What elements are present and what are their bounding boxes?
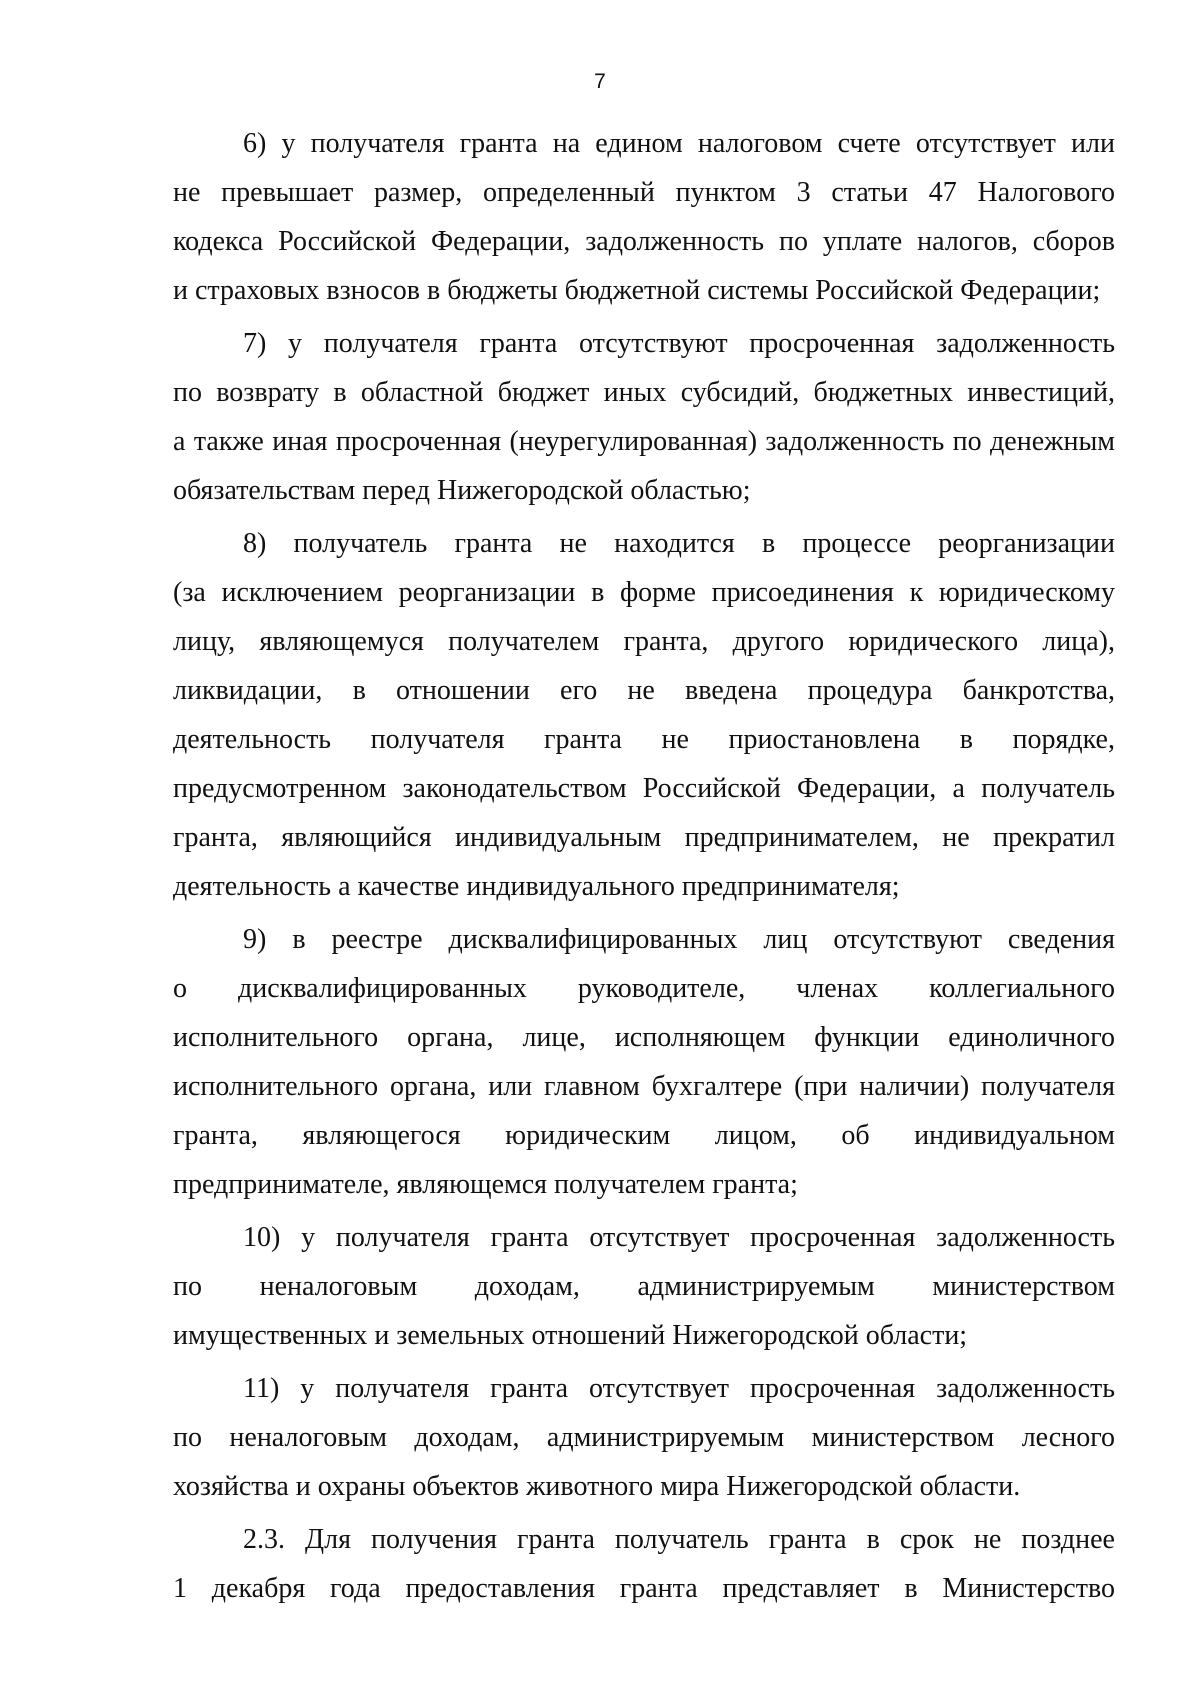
paragraph bbox=[173, 119, 1115, 315]
text-line: (за исключением реорганизации в форме присоединения к юридическому bbox=[173, 577, 1115, 608]
text-line: и страховых взносов в бюджеты бюджетной системы Российской Федерации; bbox=[173, 275, 1101, 306]
paragraph bbox=[173, 519, 1115, 911]
paragraph bbox=[173, 915, 1115, 1209]
text-line: хозяйства и охраны объектов животного мира Нижегородской области. bbox=[173, 1471, 1021, 1502]
text-line: гранта, являющийся индивидуальным предпринимателем, не прекратил bbox=[173, 822, 1115, 853]
text-line: а также иная просроченная (неурегулированная) задолженность по денежным bbox=[173, 426, 1115, 457]
text-line: по неналоговым доходам, администрируемым министерством bbox=[173, 1271, 1115, 1302]
text-line: не превышает размер, определенный пунктом 3 статьи 47 Налогового bbox=[173, 177, 1115, 208]
text-line: 10) у получателя гранта отсутствует просроченная задолженность bbox=[243, 1222, 1115, 1253]
text-line: исполнительного органа, или главном бухгалтере (при наличии) получателя bbox=[173, 1071, 1115, 1102]
text-line: 8) получатель гранта не находится в процессе реорганизации bbox=[243, 528, 1115, 559]
text-line: имущественных и земельных отношений Нижегородской области; bbox=[173, 1320, 968, 1351]
text-line: по возврату в областной бюджет иных субсидий, бюджетных инвестиций, bbox=[173, 377, 1115, 408]
text-line: 1 декабря года предоставления гранта представляет в Министерство bbox=[173, 1573, 1115, 1604]
text-line: по неналоговым доходам, администрируемым министерством лесного bbox=[173, 1422, 1115, 1453]
paragraph bbox=[173, 1364, 1115, 1511]
text-line: обязательствам перед Нижегородской областью; bbox=[173, 475, 751, 506]
text-line: 9) в реестре дисквалифицированных лиц отсутствуют сведения bbox=[243, 924, 1115, 955]
text-line: деятельность получателя гранта не приостановлена в порядке, bbox=[173, 724, 1115, 755]
paragraph bbox=[173, 1515, 1115, 1613]
text-line: 6) у получателя гранта на едином налоговом счете отсутствует или bbox=[243, 128, 1115, 159]
text-line: 7) у получателя гранта отсутствуют просроченная задолженность bbox=[243, 328, 1115, 359]
paragraph bbox=[173, 319, 1115, 515]
text-line: гранта, являющегося юридическим лицом, об индивидуальном bbox=[173, 1120, 1115, 1151]
text-line: предпринимателе, являющемся получателем гранта; bbox=[173, 1169, 798, 1200]
paragraph bbox=[173, 1213, 1115, 1360]
text-line: 2.3. Для получения гранта получатель гранта в срок не позднее bbox=[243, 1524, 1115, 1555]
text-line: исполнительного органа, лице, исполняющем функции единоличного bbox=[173, 1022, 1115, 1053]
document-body bbox=[173, 119, 1115, 1617]
page-number: 7 bbox=[594, 70, 606, 93]
text-line: о дисквалифицированных руководителе, членах коллегиального bbox=[173, 973, 1115, 1004]
text-line: деятельность а качестве индивидуального предпринимателя; bbox=[173, 871, 900, 902]
text-line: лицу, являющемуся получателем гранта, другого юридического лица), bbox=[173, 626, 1115, 657]
text-line: кодекса Российской Федерации, задолженность по уплате налогов, сборов bbox=[173, 226, 1115, 257]
text-line: предусмотренном законодательством Российской Федерации, а получатель bbox=[173, 773, 1115, 804]
text-line: 11) у получателя гранта отсутствует просроченная задолженность bbox=[243, 1373, 1115, 1404]
text-line: ликвидации, в отношении его не введена процедура банкротства, bbox=[173, 675, 1115, 706]
